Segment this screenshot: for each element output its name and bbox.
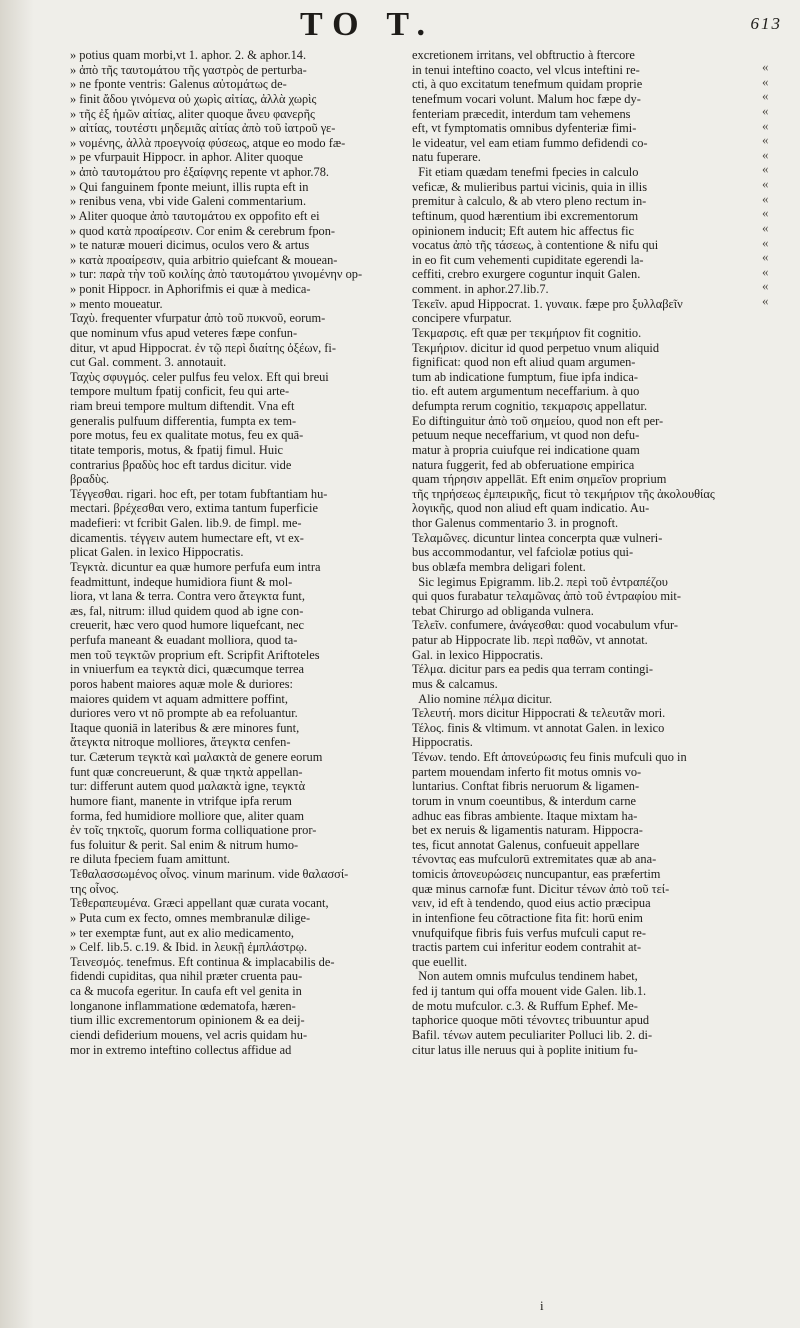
text-line: » κατὰ προαίρεσιν, quia arbitrio quiefcant & mouean-: [70, 252, 338, 267]
text-line: » Puta cum ex fecto, omnes membranulæ dilige-: [70, 910, 311, 925]
text-line: » Celf. lib.5. c.19. & Ibid. in λευκῇ ἐμπλάστρῳ.: [70, 940, 308, 955]
text-line: ceffiti, crebro exurgere coguntur inquit Galen.: [412, 267, 641, 282]
text-line: tes, ficut annotat Galenus, confueuit appellare: [412, 837, 640, 852]
text-line: le videatur, vel eam etiam fummo defidendi co-: [412, 135, 648, 150]
text-line: mor in extremo inteftino collectus affidue ad: [70, 1042, 292, 1057]
text-line: Τεινεσμός. tenefmus. Eft continua & implacabilis de-: [70, 954, 335, 969]
text-line: Τελεῖν. confumere, ἀνάγεσθαι: quod vocabulum vfur-: [412, 618, 679, 633]
text-line: madefieri: vt fcribit Galen. lib.9. de fimpl. me-: [70, 516, 302, 530]
text-line: plicat Galen. in lexico Hippocratis.: [70, 545, 244, 560]
text-line: Fit etiam quædam tenefmi fpecies in calculo: [412, 165, 639, 179]
text-line: bus accommodantur, vel fafciolæ potius qui-: [412, 545, 634, 560]
text-line: dicamentis. τέγγειν autem humectare eft, vt ex-: [70, 530, 304, 545]
text-line: Sic legimus Epigramm. lib.2. περὶ τοῦ ἐντραπέζου: [412, 574, 668, 589]
text-line: Τελευτή. mors dicitur Hippocrati & τελευτᾶν mori.: [412, 706, 666, 721]
text-line: «: [762, 146, 769, 162]
text-line: Τεκμαρσις. eft quæ per τεκμήριον fit cognitio.: [412, 325, 642, 340]
text-line: ditur, vt apud Hippocrat. ἐν τῷ περὶ διαίτης ὀξέων, fi-: [70, 340, 336, 355]
text-line: natu fuperare.: [412, 150, 481, 165]
text-line: Ταχὺς σφυγμός. celer pulfus feu velox. Eft qui breui: [70, 369, 329, 384]
text-line: Τέγγεσθαι. rigari. hoc eft, per totam fubftantiam hu-: [70, 486, 328, 501]
text-line: » ἀπὸ τῆς ταυτομάτου τῆς γαστρὸς de perturba-: [70, 62, 307, 77]
text-line: » ne fponte ventris: Galenus αὐτομάτως de-: [70, 77, 287, 92]
text-line: generalis pulfuum differentia, fumpta ex tem-: [70, 413, 297, 428]
text-line: contrarius βραδὺς hoc eft tardus dicitur. vide: [70, 457, 292, 472]
text-line: fenteriam præcedit, interdum tam vehemens: [412, 106, 631, 121]
text-line: que euellit.: [412, 954, 468, 969]
text-line: Τεγκτὰ. dicuntur ea quæ humore perfufa eum intra: [70, 559, 321, 574]
text-line: luntarius. Conftat fibris neruorum & ligamen-: [412, 779, 640, 794]
text-line: forma, fed humidiore molliore que, aliter quam: [70, 808, 304, 823]
text-line: «: [762, 219, 769, 235]
text-line: riam breui tempore multum diftendit. Vna eft: [70, 399, 295, 413]
text-line: τένοντας eas mufculorū extremitates quæ ab ana-: [412, 852, 657, 867]
text-line: in eo fit cum vehementi cupiditate egerendi la-: [412, 252, 644, 267]
text-line: tenefmum vocari volunt. Malum hoc fæpe dy-: [412, 91, 641, 106]
text-line: «: [762, 234, 769, 250]
text-line: «: [762, 190, 769, 206]
text-line: cti, à quo excitatum tenefmum quidam proprie: [412, 77, 643, 92]
text-line: tum ab indicatione fumptum, fiue ipfa indica-: [412, 369, 639, 384]
text-line: adhuc eas fibras ambiente. Itaque mixtam ha-: [412, 808, 638, 823]
text-line: » ἀπὸ ταυτομάτου pro ἐξαίφνης repente vt aphor.78.: [70, 165, 330, 179]
text-line: tractis partem cui inferitur eodem contrahit at-: [412, 940, 642, 955]
text-line: «: [762, 117, 769, 133]
text-line: quam τήρησιν appellāt. Eft enim σημεῖον proprium: [412, 472, 667, 487]
text-line: bus oblæfa membra deligari folent.: [412, 559, 586, 574]
text-line: tium illic excrementorum opinionem & ea deij-: [70, 1013, 305, 1028]
running-title: TO T.: [300, 6, 436, 43]
text-line: tempore multum fpatij conficit, feu qui arte-: [70, 384, 290, 399]
text-line: men τοῦ τεγκτῶν proprium eft. Scripfit Ariftoteles: [70, 647, 320, 662]
text-line: in vniuerfum ea τεγκτὰ dici, quæcumque terrea: [70, 662, 304, 677]
text-line: thor Galenus commentario 3. in prognoft.: [412, 516, 619, 530]
text-line: cut Gal. comment. 3. annotauit.: [70, 355, 227, 370]
text-line: vocatus ἀπὸ τῆς τάσεως, à contentione & nifu qui: [412, 238, 659, 253]
text-line: » finit ἄδου γινόμενα οὐ χωρὶς αἰτίας, ἀλλὰ χωρὶς: [70, 91, 317, 106]
text-line: comment. in aphor.27.lib.7.: [412, 282, 549, 296]
text-line: » quod κατὰ προαίρεσιν. Cor enim & cerebrum fpon-: [70, 223, 336, 238]
text-line: ca & mucofa egeritur. In caufa eft vel genita in: [70, 984, 302, 998]
text-line: «: [762, 88, 769, 104]
text-line: æs, fal, nitrum: illud quidem quod ab igne con-: [70, 603, 304, 618]
text-line: Hippocratis.: [412, 735, 473, 750]
text-line: Ταχὺ. frequenter vfurpatur ἀπὸ τοῦ πυκνοῦ, eorum-: [70, 311, 326, 326]
text-line: » νομένης, ἀλλὰ προεγνοίᾳ φύσεως, atque eo modo fæ-: [70, 135, 346, 150]
text-line: defumpta rerum cognitio, τεκμαρσις appellatur.: [412, 399, 648, 413]
text-line: de motu mufculor. c.3. & Ruffum Ephef. Me-: [412, 998, 638, 1013]
text-line: «: [762, 161, 769, 177]
text-line: perfufa maneant & euadant molliora, quod ta-: [70, 633, 298, 647]
text-line: της οἶνος.: [70, 881, 119, 896]
text-line: duriores vero vt nō prompte ab ea refoluantur.: [70, 706, 298, 721]
text-line: patur ab Hippocrate lib. περὶ παθῶν, vt annotat.: [412, 633, 648, 647]
text-line: » ponit Hippocr. in Aphorifmis ei quæ à medica-: [70, 282, 311, 296]
text-line: creuerit, hæc vero quod humore liquefcant, nec: [70, 618, 304, 633]
text-line: eft, vt fymptomatis omnibus dyfenteriæ fimi-: [412, 121, 637, 136]
text-line: » tur: παρὰ τὴν τοῦ κοιλίης ἀπὸ ταυτομάτου γινομένην op-: [70, 267, 363, 282]
text-line: Gal. in lexico Hippocratis.: [412, 647, 544, 662]
text-line: premitur à calculo, & ab vtero pleno rectum in-: [412, 194, 647, 209]
text-line: Non autem omnis mufculus tendinem habet,: [412, 969, 638, 984]
left-column: [70, 48, 400, 1057]
text-line: in intenfione feu cōtractione fita fit: horū enim: [412, 910, 643, 925]
text-line: veficæ, & mulieribus partui vicinis, quia in illis: [412, 179, 648, 194]
text-line: fignificat: quod non eft aliud quam argumen-: [412, 355, 636, 370]
text-line: βραδὺς.: [70, 472, 109, 487]
text-line: «: [762, 293, 769, 308]
text-line: matur à propria cuiufque rei indicatione quam: [412, 442, 640, 457]
text-line: que nominum vfus apud veteres fæpe confun-: [70, 325, 298, 340]
text-line: tebat Chirurgo ad obliganda vulnera.: [412, 603, 594, 618]
text-line: » Aliter quoque ἀπὸ ταυτομάτου ex oppofito eft ei: [70, 208, 320, 223]
text-line: «: [762, 205, 769, 221]
text-line: excretionem irritans, vel obftructio à ftercore: [412, 48, 635, 62]
text-line: Τεκμήριον. dicitur id quod perpetuo vnum aliquid: [412, 340, 660, 355]
text-line: ἄτεγκτα nitroque molliores, ἄτεγκτα cenfen-: [70, 735, 291, 750]
text-line: Τένων. tendo. Eft ἀπονεύρωσις feu finis mufculi quo in: [412, 750, 687, 764]
text-line: «: [762, 59, 769, 74]
text-line: tomicis ἀπονευρώσεις nuncupantur, eas præfertim: [412, 867, 661, 881]
text-line: «: [762, 132, 769, 148]
text-line: «: [762, 278, 769, 294]
page-header: [0, 2, 800, 46]
text-line: liora, vt lana & terra. Contra vero ἄτεγκτα funt,: [70, 589, 305, 604]
text-line: λογικῆς, quod non aliud eft quam indicatio. Au-: [412, 501, 650, 516]
text-line: Τέλος. finis & vltimum. vt annotat Galen. in lexico: [412, 720, 665, 735]
text-line: funt quæ concreuerunt, & quæ τηκτὰ appellan-: [70, 764, 303, 779]
text-line: «: [762, 73, 769, 89]
text-line: Τεθαλασσωμένος οἶνος. vinum marinum. vide θαλασσί-: [70, 867, 349, 881]
text-line: «: [762, 176, 769, 191]
text-line: » Qui fanguinem fponte meiunt, illis rupta eft in: [70, 179, 309, 194]
text-line: natura fuggerit, fed ab obferuatione empirica: [412, 457, 635, 472]
margin-quote-marks: [762, 60, 790, 309]
text-line: maiores quidem vt aquam admittere poffint,: [70, 691, 288, 706]
text-line: titate temporis, motus, & fpatij fimul. Huic: [70, 442, 284, 457]
text-line: » pe vfurpauit Hippocr. in aphor. Aliter quoque: [70, 150, 303, 165]
text-line: «: [762, 102, 769, 118]
page-gutter-shadow: [0, 0, 34, 1328]
text-line: longanone inflammatione œdematofa, hæren-: [70, 998, 296, 1013]
text-line: Alio nomine πέλμα dicitur.: [412, 691, 553, 706]
text-line: qui quos furabatur τελαμῶνας ἀπὸ τοῦ ἐντραφίου mit-: [412, 589, 681, 604]
right-column: [412, 48, 730, 1057]
page-number: 613: [750, 14, 782, 33]
text-line: ciendi defiderium mouens, vel acris quidam hu-: [70, 1027, 308, 1042]
text-line: fed ij tantum qui offa mouent vide Galen. lib.1.: [412, 984, 647, 998]
text-line: » mento moueatur.: [70, 296, 163, 311]
text-line: » αἰτίας, τουτέστι μηδεμιᾶς αἰτίας ἀπὸ τοῦ ἰατροῦ γε-: [70, 121, 336, 136]
text-line: Τεκεῖν. apud Hippocrat. 1. γυναικ. fæpe pro ξυλλαβεῖν: [412, 296, 683, 311]
text-line: partem mouendam inferto fit motus omnis vo-: [412, 764, 642, 779]
text-line: citur latus ille neruus qui à poplite initium fu-: [412, 1042, 638, 1057]
text-line: teftinum, quod hærentium ibi excrementorum: [412, 208, 639, 223]
text-line: mus & calcamus.: [412, 676, 498, 691]
text-line: tur: differunt autem quod μαλακτὰ igne, τεγκτὰ: [70, 779, 306, 794]
text-line: Itaque quoniā in lateribus & ære minores funt,: [70, 720, 300, 735]
text-line: τῆς τηρήσεως ἐμπειρικῆς, ficut τὸ τεκμήριον τῆς ἀκολουθίας: [412, 486, 715, 501]
text-line: taphorice quoque mōti τένοντες tribuuntur apud: [412, 1013, 650, 1028]
text-line: fidendi cupiditas, qua nihil præter cruenta pau-: [70, 969, 303, 984]
text-line: torum in vnum coeuntibus, & interdum carne: [412, 793, 637, 808]
text-line: humore fiant, manente in vtrifque ipfa rerum: [70, 793, 292, 808]
text-line: petuum neque neceffarium, vt quod non defu-: [412, 428, 640, 443]
text-line: » renibus vena, vbi vide Galeni commentarium.: [70, 194, 307, 209]
text-line: quæ minus carnofæ funt. Dicitur τένων ἀπὸ τοῦ τεί-: [412, 881, 670, 896]
text-line: poros habent maiores aquæ mole & duriores:: [70, 676, 293, 691]
text-line: Eo diftinguitur ἀπὸ τοῦ σημείου, quod non eft per-: [412, 413, 664, 428]
text-line: ἐν τοῖς τηκτοῖς, quorum forma colliquatione pror-: [70, 823, 317, 838]
text-line: opinionem inducit; Eft autem hic affectus fic: [412, 223, 635, 238]
text-line: fus foluitur & perit. Sal enim & nitrum humo-: [70, 837, 299, 852]
text-line: tur. Cæterum τεγκτὰ καὶ μαλακτὰ de genere eorum: [70, 750, 323, 764]
text-line: » ter exemptæ funt, aut ex alio medicamento,: [70, 925, 294, 940]
text-line: concipere vfurpatur.: [412, 311, 512, 326]
text-line: Bafil. τένων autem peculiariter Polluci lib. 2. di-: [412, 1027, 653, 1042]
text-line: «: [762, 263, 769, 279]
text-line: vnufquifque fibris fuis verfus mufculi caput re-: [412, 925, 646, 940]
text-line: Τελαμῶνες. dicuntur lintea concerpta quæ vulneri-: [412, 530, 663, 545]
text-line: Τεθεραπευμένα. Græci appellant quæ curata vocant,: [70, 896, 329, 911]
text-line: pore motus, feu ex qualitate motus, feu ex quā-: [70, 428, 304, 443]
text-line: «: [762, 249, 769, 265]
text-line: tio. eft autem argumentum neceffarium. à quo: [412, 384, 640, 399]
text-line: feadmittunt, indeque humidiora fiunt & mol-: [70, 574, 293, 589]
text-line: » potius quam morbi,vt 1. aphor. 2. & aphor.14.: [70, 48, 307, 62]
text-line: » τῆς ἐξ ἡμῶν αἰτίας, aliter quoque ἄνευ φανερῆς: [70, 106, 315, 121]
text-line: mectari. βρέχεσθαι vero, extima tantum fuperficie: [70, 501, 318, 516]
text-line: bet ex neruis & ligamentis naturam. Hippocra-: [412, 823, 643, 838]
catchword: i: [540, 1298, 544, 1313]
text-line: νειν, id eft à tendendo, quod eius actio præcipua: [412, 896, 651, 911]
text-line: Τέλμα. dicitur pars ea pedis qua terram contingi-: [412, 662, 653, 677]
text-line: in tenui inteftino coacto, vel vlcus inteftini re-: [412, 62, 640, 77]
text-line: » te naturæ moueri dicimus, oculos vero & artus: [70, 238, 310, 253]
text-line: re diluta fpeciem fuam amittunt.: [70, 852, 230, 867]
